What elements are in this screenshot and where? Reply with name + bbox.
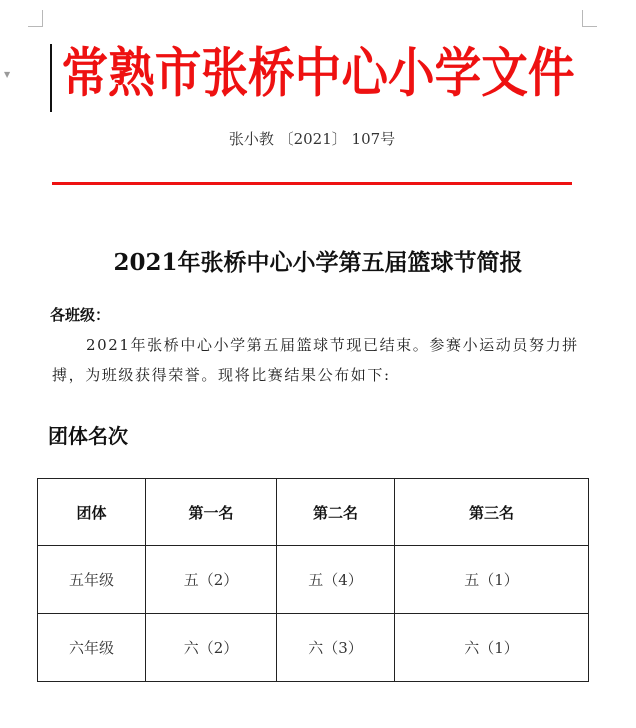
top-right-margin-mark (582, 10, 597, 27)
table-cell: 五（1） (395, 546, 589, 614)
salutation: 各班级： (50, 306, 111, 324)
table-cell: 五（4） (277, 546, 395, 614)
table-cell: 五年级 (38, 546, 146, 614)
table-cell: 六（1） (395, 614, 589, 682)
table-cell: 六（2） (146, 614, 277, 682)
table-row (38, 614, 589, 682)
header-cell-third: 第三名 (395, 479, 589, 546)
table-cell: 五（2） (146, 546, 277, 614)
table-cell: 六（3） (277, 614, 395, 682)
body-paragraph: 2021年张桥中心小学第五届篮球节现已结束。参赛小运动员努力拼搏，为班级获得荣誉。现将比赛结果公布如下: (52, 336, 579, 384)
red-header-title: 常熟市张桥中心小学文件 (61, 43, 575, 104)
table-row (38, 546, 589, 614)
table-header-row (38, 479, 589, 546)
header-cell-team: 团体 (38, 479, 146, 546)
article-headline: 2021年张桥中心小学第五届篮球节简报 (113, 249, 523, 276)
section-heading: 团体名次 (48, 424, 128, 448)
document-number: 张小教 〔2021〕 107号 (228, 130, 396, 148)
red-divider-line (52, 182, 572, 185)
table-cell: 六年级 (38, 614, 146, 682)
top-left-margin-mark (28, 10, 43, 27)
collapse-caret-icon[interactable]: ▼ (4, 70, 11, 79)
header-cell-second: 第二名 (277, 479, 395, 546)
results-table (37, 478, 589, 682)
header-cell-first: 第一名 (146, 479, 277, 546)
